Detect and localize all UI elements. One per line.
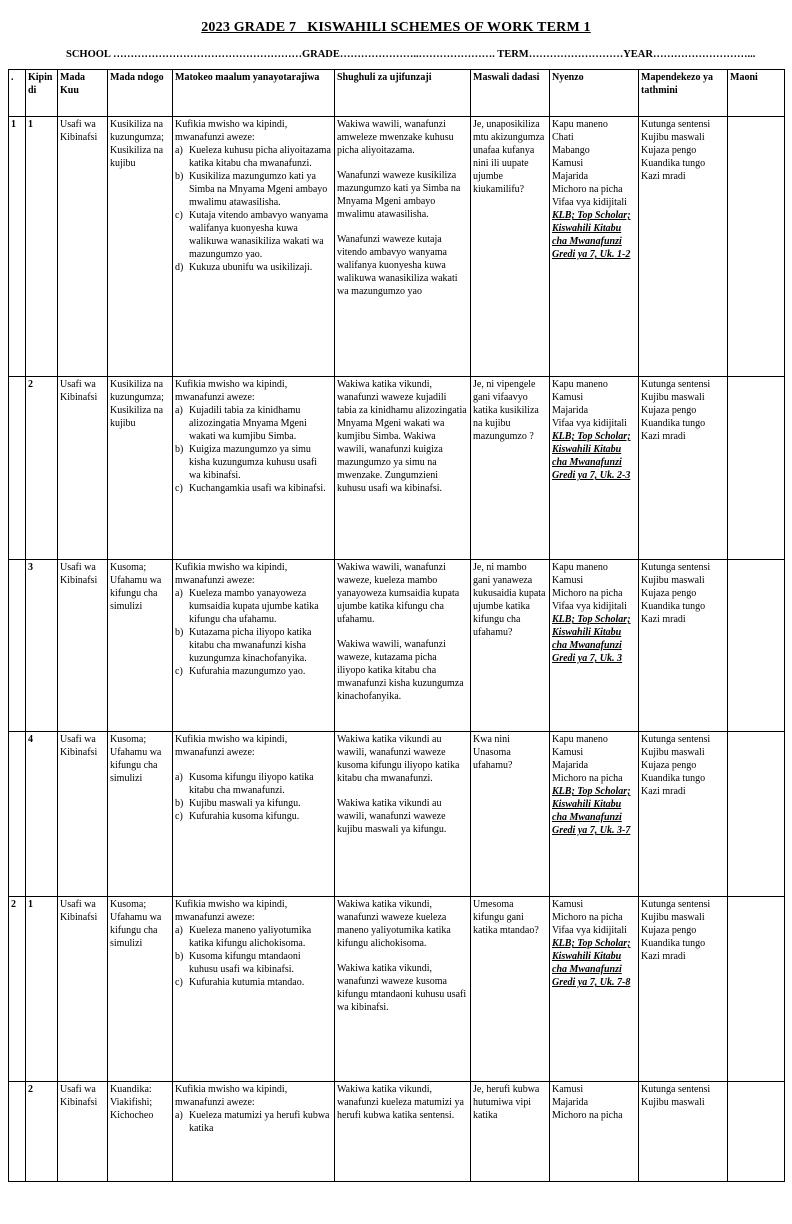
tathmini-item: Kuandika tungo [641,601,706,612]
cell-nyenzo [550,560,639,732]
cell-maoni [728,1082,785,1182]
matokeo-item [175,626,331,665]
nyenzo-item: Kamusi [552,1084,584,1095]
matokeo-intro: Kufikia mwisho wa kipindi, mwanafunzi aweze: [175,734,288,758]
cell-matokeo [173,560,335,732]
kipindi-number: 2 [28,1084,33,1095]
tathmini-item: Kujibu maswali [641,912,705,923]
maswali-text: Je, ni mambo gani yanaweza kukusaidia kupata ujumbe katika kifungu cha ufahamu? [473,562,546,638]
item-text: Kueleza matumizi ya herufi kubwa katika [189,1110,330,1134]
tathmini-item: Kujaza pengo [641,760,697,771]
tathmini-item: Kutunga sentensi [641,379,711,390]
nyenzo-item: Kapu maneno [552,379,608,390]
table-body [9,117,785,1182]
week-number: 1 [11,119,16,130]
shughuli-paragraph: Wanafunzi waweze kusikiliza mazungumzo kati ya Simba na Mnyama Mgeni ambayo mwalimu atawasilisha. [337,170,461,220]
shughuli-paragraph: Wakiwa katika vikundi, wanafunzi waweze kusoma kifungu mtandaoni kuhusu usafi wa kibinafsi. [337,963,467,1013]
matokeo-item [175,665,331,678]
tathmini-item: Kujibu maswali [641,747,705,758]
item-letter: b) [175,171,184,182]
cell-kipindi [26,732,58,897]
tathmini-item: Kujaza pengo [641,925,697,936]
matokeo-item [175,209,331,261]
nyenzo-item: Kapu maneno [552,734,608,745]
column-header: . [9,70,26,117]
matokeo-intro: Kufikia mwisho wa kipindi, mwanafunzi aweze: [175,1084,288,1108]
cell-shughuli [335,732,471,897]
cell-matokeo [173,732,335,897]
tathmini-item: Kutunga sentensi [641,562,711,573]
cell-mada-kuu [58,897,108,1082]
nyenzo-item: Kapu maneno [552,562,608,573]
tathmini-item: Kujibu maswali [641,575,705,586]
matokeo-intro: Kufikia mwisho wa kipindi, mwanafunzi aweze: [175,899,288,923]
cell-mada-ndogo [108,377,173,560]
cell-tathmini [639,560,728,732]
matokeo-item [175,797,331,810]
item-letter: b) [175,627,184,638]
shughuli-paragraph: Wanafunzi waweze kutaja vitendo ambavyo wanyama walifanya kuonyesha kuwa walikuwa wanasikiliza wakati wa mazungumzo yao [337,234,458,297]
nyenzo-item: Kamusi [552,899,584,910]
nyenzo-item: Majarida [552,171,589,182]
tathmini-item: Kujaza pengo [641,145,697,156]
item-text: Kusoma kifungu mtandaoni kuhusu usafi wa kibinafsi. [189,951,301,975]
tathmini-item: Kutunga sentensi [641,119,711,130]
cell-tathmini [639,732,728,897]
kipindi-number: 2 [28,379,33,390]
tathmini-item: Kuandika tungo [641,158,706,169]
item-letter: c) [175,977,183,988]
item-text: Kutazama picha iliyopo katika kitabu cha mwanafunzi kisha kuzungumza kinachofanyika. [189,627,312,664]
cell-maoni [728,377,785,560]
item-letter: c) [175,811,183,822]
table-row [9,1082,785,1182]
cell-week [9,1082,26,1182]
week-number: 2 [11,899,16,910]
item-text: Kufurahia mazungumzo yao. [189,666,306,677]
item-text: Kueleza kuhusu picha aliyoitazama katika kitabu cha mwanafunzi. [189,145,331,169]
nyenzo-item: Kamusi [552,747,584,758]
column-header: Matokeo maalum yanayotarajiwa [173,70,335,117]
item-text: Kufurahia kutumia mtandao. [189,977,305,988]
tathmini-item: Kutunga sentensi [641,734,711,745]
tathmini-item: Kazi mradi [641,171,686,182]
nyenzo-item: Vifaa vya kidijitali [552,197,627,208]
cell-tathmini [639,1082,728,1182]
item-text: Kusikiliza mazungumzo kati ya Simba na Mnyama Mgeni ambayo mwalimu atawasilisha. [189,171,328,208]
nyenzo-item: Michoro na picha [552,773,623,784]
item-letter: a) [175,588,183,599]
matokeo-item [175,924,331,950]
school-grade-term-year-line: SCHOOL ………………………………………………GRADE…………………..…………………. TERM………………………YEAR………………………... [66,49,756,60]
item-text: Kujibu maswali ya kifungu. [189,798,301,809]
cell-maoni [728,117,785,377]
item-letter: a) [175,405,183,416]
nyenzo-reference: KLB; Top Scholar; Kiswahili Kitabu cha Mwanafunzi Gredi ya 7, Uk. 7-8 [552,938,631,988]
tathmini-item: Kazi mradi [641,431,686,442]
cell-mada-ndogo [108,897,173,1082]
cell-tathmini [639,117,728,377]
table-row [9,117,785,377]
nyenzo-reference: KLB; Top Scholar; Kiswahili Kitabu cha Mwanafunzi Gredi ya 7, Uk. 1-2 [552,210,631,260]
tathmini-item: Kuandika tungo [641,418,706,429]
cell-matokeo [173,1082,335,1182]
cell-nyenzo [550,117,639,377]
shughuli-paragraph: Wakiwa katika vikundi au wawili, wanafunzi waweze kusoma kifungu iliyopo katika kitabu cha mwanafunzi. [337,734,460,784]
item-letter: c) [175,210,183,221]
maswali-text: Je, unaposikiliza mtu akizungumza unafaa kufanya nini ili uupate ujumbe kiukamilifu? [473,119,545,195]
shughuli-paragraph: Wakiwa katika vikundi, wanafunzi kueleza matumizi ya herufi kubwa katika sentensi. [337,1084,464,1121]
maswali-text: Je, herufi kubwa hutumiwa vipi katika [473,1084,540,1121]
tathmini-item: Kazi mradi [641,786,686,797]
nyenzo-item: Majarida [552,405,589,416]
table-row [9,377,785,560]
cell-mada-kuu [58,1082,108,1182]
nyenzo-item: Vifaa vya kidijitali [552,601,627,612]
matokeo-item [175,144,331,170]
cell-maoni [728,560,785,732]
cell-matokeo [173,117,335,377]
cell-shughuli [335,897,471,1082]
tathmini-item: Kujibu maswali [641,132,705,143]
cell-shughuli [335,117,471,377]
matokeo-item [175,482,331,495]
item-letter: d) [175,262,184,273]
item-text: Kuchangamkia usafi wa kibinafsi. [189,483,326,494]
tathmini-item: Kujaza pengo [641,588,697,599]
matokeo-item [175,261,331,274]
cell-maswali [471,560,550,732]
item-text: Kueleza maneno yaliyotumika katika kifungu alichokisoma. [189,925,312,949]
cell-maswali [471,1082,550,1182]
item-text: Kusoma kifungu iliyopo katika kitabu cha mwanafunzi. [189,772,314,796]
table-row [9,560,785,732]
cell-nyenzo [550,897,639,1082]
cell-mada-kuu [58,377,108,560]
cell-week [9,732,26,897]
item-text: Kukuza ubunifu wa usikilizaji. [189,262,313,273]
column-header: Maswali dadasi [471,70,550,117]
item-letter: a) [175,145,183,156]
cell-kipindi [26,117,58,377]
maswali-text: Je, ni vipengele gani vifaavyo katika kusikiliza na kujibu mazungumzo ? [473,379,539,442]
matokeo-intro: Kufikia mwisho wa kipindi, mwanafunzi aweze: [175,562,288,586]
item-letter: a) [175,772,183,783]
matokeo-item [175,404,331,443]
column-header: Nyenzo [550,70,639,117]
page-title: 2023 GRADE 7 KISWAHILI SCHEMES OF WORK TERM 1 [201,20,591,35]
cell-maswali [471,377,550,560]
tathmini-item: Kutunga sentensi [641,899,711,910]
kipindi-number: 1 [28,119,33,130]
shughuli-paragraph: Wakiwa katika vikundi, wanafunzi waweze kujadili tabia za kinidhamu alizozingatia Mnyama Mgeni wakati wa kumjibu Simba. Wakiwa wawili, wanafunzi kuigiza mazungumzo ya simu na mwenzake. Zungumzieni kuhusu usafi wa kibinafsi. [337,379,467,494]
cell-kipindi [26,1082,58,1182]
item-letter: c) [175,666,183,677]
mada-ndogo-text: Kusoma; Ufahamu wa kifungu cha simulizi [110,734,162,784]
cell-shughuli [335,377,471,560]
cell-mada-ndogo [108,1082,173,1182]
shughuli-paragraph: Wakiwa wawili, wanafunzi waweze, kueleza mambo yanayoweza kumsaidia kupata ujumbe katika kifungu cha ufahamu. [337,562,460,625]
cell-matokeo [173,377,335,560]
matokeo-item [175,587,331,626]
cell-tathmini [639,377,728,560]
kipindi-number: 4 [28,734,33,745]
cell-mada-ndogo [108,117,173,377]
column-header: Shughuli za ujifunzaji [335,70,471,117]
mada-ndogo-text: Kusoma; Ufahamu wa kifungu cha simulizi [110,562,162,612]
nyenzo-reference: KLB; Top Scholar; Kiswahili Kitabu cha Mwanafunzi Gredi ya 7, Uk. 3 [552,614,631,664]
tathmini-item: Kuandika tungo [641,938,706,949]
mada-kuu-text: Usafi wa Kibinafsi [60,1084,98,1108]
item-letter: b) [175,951,184,962]
cell-week [9,377,26,560]
item-letter: a) [175,1110,183,1121]
column-header: Mapendekezo ya tathmini [639,70,728,117]
schemes-of-work-table [8,69,785,1182]
shughuli-paragraph: Wakiwa katika vikundi au wawili, wanafunzi waweze kujibu maswali ya kifungu. [337,798,447,835]
nyenzo-item: Michoro na picha [552,184,623,195]
tathmini-item: Kujaza pengo [641,405,697,416]
nyenzo-item: Kapu maneno [552,119,608,130]
nyenzo-item: Kamusi [552,392,584,403]
maswali-text: Umesoma kifungu gani katika mtandao? [473,899,539,936]
cell-mada-kuu [58,117,108,377]
tathmini-item: Kujibu maswali [641,392,705,403]
cell-nyenzo [550,377,639,560]
cell-mada-ndogo [108,732,173,897]
kipindi-number: 1 [28,899,33,910]
table-row [9,732,785,897]
shughuli-paragraph: Wakiwa wawili, wanafunzi amweleze mwenzake kuhusu picha aliyoitazama. [337,119,454,156]
mada-kuu-text: Usafi wa Kibinafsi [60,734,98,758]
shughuli-paragraph: Wakiwa wawili, wanafunzi waweze, kutazama picha iliyopo katika kitabu cha mwanafunzi kisha kuzungumza kinachofanyika. [337,639,464,702]
matokeo-intro: Kufikia mwisho wa kipindi, mwanafunzi aweze: [175,379,288,403]
nyenzo-item: Michoro na picha [552,1110,623,1121]
nyenzo-item: Chati [552,132,574,143]
nyenzo-reference: KLB; Top Scholar; Kiswahili Kitabu cha Mwanafunzi Gredi ya 7, Uk. 2-3 [552,431,631,481]
item-text: Kujadili tabia za kinidhamu alizozingatia Mnyama Mgeni wakati wa kumjibu Simba. [189,405,307,442]
tathmini-item: Kazi mradi [641,614,686,625]
cell-shughuli [335,560,471,732]
nyenzo-item: Mabango [552,145,590,156]
item-letter: b) [175,798,184,809]
item-text: Kueleza mambo yanayoweza kumsaidia kupata ujumbe katika kifungu cha ufahamu. [189,588,319,625]
nyenzo-reference: KLB; Top Scholar; Kiswahili Kitabu cha Mwanafunzi Gredi ya 7, Uk. 3-7 [552,786,631,836]
nyenzo-item: Vifaa vya kidijitali [552,418,627,429]
matokeo-item [175,443,331,482]
matokeo-item [175,950,331,976]
nyenzo-item: Michoro na picha [552,912,623,923]
mada-ndogo-text: Kuandika: Viakifishi; Kichocheo [110,1084,154,1121]
cell-week [9,897,26,1082]
cell-maoni [728,897,785,1082]
nyenzo-item: Michoro na picha [552,588,623,599]
tathmini-item: Kazi mradi [641,951,686,962]
mada-kuu-text: Usafi wa Kibinafsi [60,562,98,586]
tathmini-item: Kutunga sentensi [641,1084,711,1095]
maswali-text: Kwa nini Unasoma ufahamu? [473,734,513,771]
matokeo-item [175,976,331,989]
cell-nyenzo [550,1082,639,1182]
cell-maswali [471,117,550,377]
matokeo-item [175,810,331,823]
kipindi-number: 3 [28,562,33,573]
nyenzo-item: Vifaa vya kidijitali [552,925,627,936]
cell-kipindi [26,560,58,732]
column-header: Mada ndogo [108,70,173,117]
matokeo-item [175,771,331,797]
column-header: Mada Kuu [58,70,108,117]
item-letter: a) [175,925,183,936]
cell-week [9,117,26,377]
tathmini-item: Kuandika tungo [641,773,706,784]
cell-kipindi [26,897,58,1082]
mada-kuu-text: Usafi wa Kibinafsi [60,899,98,923]
column-header: Maoni [728,70,785,117]
mada-kuu-text: Usafi wa Kibinafsi [60,119,98,143]
mada-ndogo-text: Kusikiliza na kuzungumza; Kusikiliza na kujibu [110,119,164,169]
cell-shughuli [335,1082,471,1182]
tathmini-item: Kujibu maswali [641,1097,705,1108]
item-text: Kufurahia kusoma kifungu. [189,811,300,822]
cell-mada-kuu [58,732,108,897]
mada-ndogo-text: Kusoma; Ufahamu wa kifungu cha simulizi [110,899,162,949]
item-text: Kutaja vitendo ambavyo wanyama walifanya kuonyesha kuwa walikuwa wanasikiliza wakati wa mazungumzo yao. [189,210,329,260]
matokeo-intro: Kufikia mwisho wa kipindi, mwanafunzi aweze: [175,119,288,143]
cell-matokeo [173,897,335,1082]
matokeo-item [175,170,331,209]
cell-mada-kuu [58,560,108,732]
cell-maswali [471,732,550,897]
mada-ndogo-text: Kusikiliza na kuzungumza; Kusikiliza na kujibu [110,379,164,429]
shughuli-paragraph: Wakiwa katika vikundi, wanafunzi waweze kueleza maneno yaliyotumika katika kifungu alichokisoma. [337,899,451,949]
cell-kipindi [26,377,58,560]
cell-nyenzo [550,732,639,897]
table-header-row [9,70,785,117]
cell-tathmini [639,897,728,1082]
mada-kuu-text: Usafi wa Kibinafsi [60,379,98,403]
cell-maoni [728,732,785,897]
nyenzo-item: Kamusi [552,158,584,169]
nyenzo-item: Majarida [552,1097,589,1108]
item-letter: c) [175,483,183,494]
item-letter: b) [175,444,184,455]
cell-maswali [471,897,550,1082]
cell-mada-ndogo [108,560,173,732]
column-header: Kipindi [26,70,58,117]
cell-week [9,560,26,732]
table-row [9,897,785,1082]
nyenzo-item: Kamusi [552,575,584,586]
matokeo-item [175,1109,331,1135]
nyenzo-item: Majarida [552,760,589,771]
item-text: Kuigiza mazungumzo ya simu kisha kuzungumza kuhusu usafi wa kibinafsi. [189,444,318,481]
